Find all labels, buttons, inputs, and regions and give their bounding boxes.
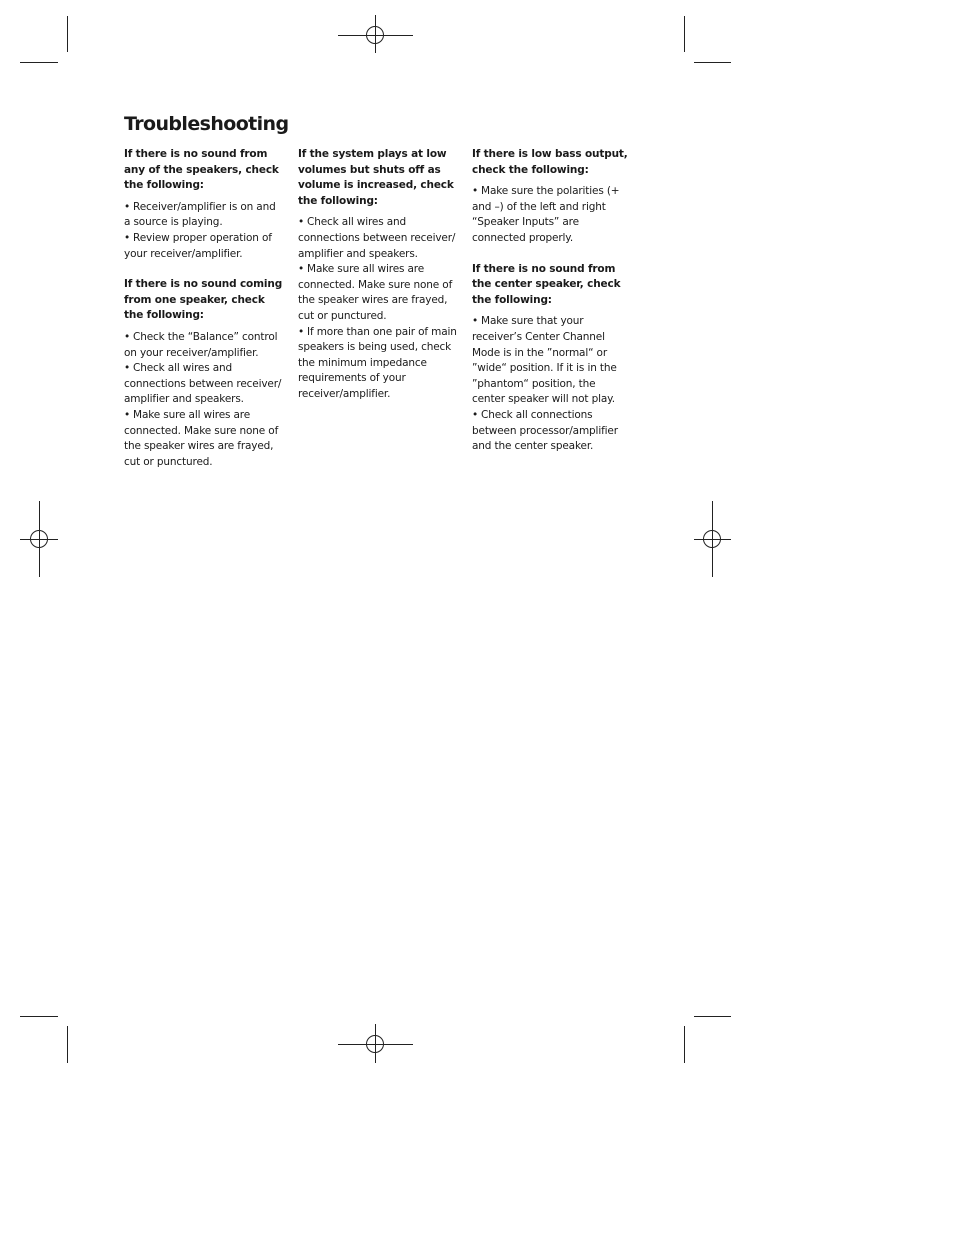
list-item [124,200,284,231]
bullet-icon: • [124,231,131,244]
list-item [124,361,284,408]
section-no-sound-any-speaker [124,147,284,262]
list-item-text: Check all connections between processor/amplifier and the center speaker. [472,408,618,453]
list-item-text: Make sure that your receiver’s Center Channel Mode is in the ”normal“ or ”wide“ position. If it is in the ”phantom“ position, the center speaker will not play. [472,315,617,406]
list-item-text: Check the “Balance” control on your receiver/amplifier. [124,330,278,359]
list-item-text: Make sure the polarities (+ and –) of the left and right “Speaker Inputs” are connected properly. [472,185,620,244]
section-no-sound-center-speaker [472,262,630,455]
list-item-text: Review proper operation of your receiver/amplifier. [124,231,272,260]
list-item [298,325,458,403]
bullet-icon: • [298,325,305,338]
list-item [472,314,630,408]
list-item-text: Check all wires and connections between receiver/ amplifier and speakers. [298,216,456,260]
bullet-icon: • [472,185,479,198]
section-shuts-off-at-volume [298,147,458,403]
section-no-sound-one-speaker [124,277,284,470]
bullet-icon: • [472,408,479,421]
list-item-text: Make sure all wires are connected. Make sure none of the speaker wires are frayed, cut or punctured. [124,408,279,468]
section-low-bass-output [472,147,630,247]
bullet-icon: • [472,315,479,328]
section-question: If there is no sound coming from one speaker, check the following: [124,278,283,322]
crop-mark-top-left-v [67,16,68,52]
crop-mark-top-left-h [20,62,58,63]
crop-mark-top-right-h [694,62,731,63]
bullet-list [298,215,458,402]
crop-mark-bottom-right-h [694,1016,731,1017]
bullet-icon: • [298,216,305,229]
bullet-icon: • [298,263,305,276]
bullet-list [124,200,284,262]
list-item [298,215,458,262]
bullet-icon: • [124,362,131,375]
crop-mark-bottom-right-v [684,1026,685,1063]
list-item [124,408,284,470]
bullet-icon: • [124,200,131,213]
bullet-list [472,184,630,246]
column-1 [124,147,284,485]
section-question: If there is no sound from any of the speakers, check the following: [124,148,279,192]
bullet-list [124,330,284,470]
list-item [472,184,630,246]
column-2 [298,147,458,418]
list-item [298,262,458,324]
crop-mark-bottom-left-h [20,1016,58,1017]
bullet-icon: • [124,408,131,421]
bullet-list [472,314,630,454]
crop-mark-bottom-left-v [67,1026,68,1063]
list-item [124,231,284,262]
list-item-text: Check all wires and connections between receiver/ amplifier and speakers. [124,362,282,406]
list-item-text: Make sure all wires are connected. Make sure none of the speaker wires are frayed, cut or punctured. [298,263,453,322]
bullet-icon: • [124,330,131,343]
list-item-text: Receiver/amplifier is on and a source is playing. [124,200,276,229]
list-item [124,330,284,361]
crop-mark-top-right-v [684,16,685,52]
section-question: If there is low bass output, check the following: [472,148,628,176]
page-title: Troubleshooting [124,113,289,135]
section-question: If the system plays at low volumes but shuts off as volume is increased, check the following: [298,148,454,207]
list-item [472,408,630,455]
list-item-text: If more than one pair of main speakers is being used, check the minimum impedance requirements of your receiver/amplifier. [298,325,457,400]
section-question: If there is no sound from the center speaker, check the following: [472,262,621,306]
column-3 [472,147,630,470]
